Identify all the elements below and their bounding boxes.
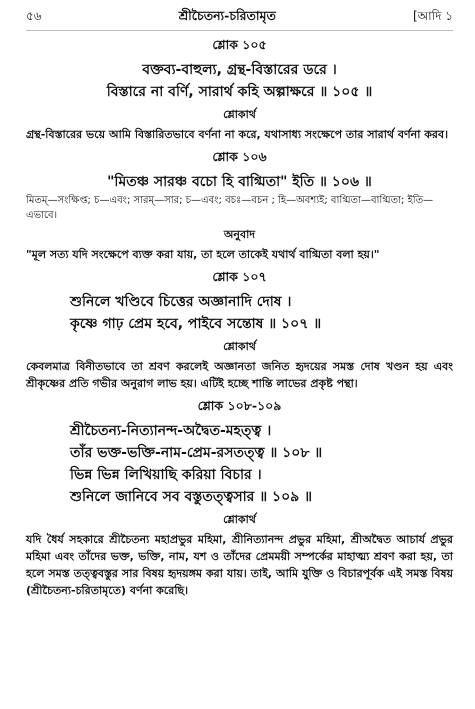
verse-heading: শ্লোক ১০৭ bbox=[212, 269, 267, 284]
translation-label: শ্লোকার্থ bbox=[223, 513, 256, 526]
verse-105 bbox=[26, 37, 453, 143]
running-title: শ্রীচৈতন্য-চরিতামৃত bbox=[178, 8, 276, 23]
verse-line: তাঁর ভক্ত-ভক্তি-নাম-প্রেম-রসতত্ত্ব ॥ ১০৮ ॥ bbox=[70, 445, 323, 461]
verse-line: শ্রীচৈতন্য-নিত্যানন্দ-অদ্বৈত-মহত্ত্ব । bbox=[70, 423, 272, 439]
translation-label: শ্লোকার্থ bbox=[223, 340, 256, 353]
verse-106 bbox=[26, 149, 453, 263]
verse-line: কৃষ্ণে গাঢ় প্রেম হবে, পাইবে সন্তোষ ॥ ১০৭ ॥ bbox=[70, 316, 322, 332]
verse-107 bbox=[26, 269, 453, 392]
page-header bbox=[26, 8, 453, 31]
verse-heading: শ্লোক ১০৮-১০৯ bbox=[197, 398, 282, 413]
verse-line: বক্তব্য-বাহুল্য, গ্রন্থ-বিস্তারের ডরে । bbox=[142, 62, 337, 78]
verse-line: ভিন্ন ভিন্ন লিখিয়াছি করিয়া বিচার । bbox=[70, 467, 262, 483]
translation-label: অনুবাদ bbox=[223, 228, 256, 241]
verse-line: "মিতঞ্চ সারঞ্চ বচো হি বাগ্মিতা" ইতি ॥ ১০৬ ॥ bbox=[107, 174, 372, 190]
translation-text: "মূল সত্য যদি সংক্ষেপে ব্যক্ত করা যায়, তা হলে তাকেই যথার্থ বাগ্মিতা বলা হয়।" bbox=[26, 248, 380, 261]
translation-text: কেবলমাত্র বিনীতভাবে তা শ্রবণ করলেই অজ্ঞানতা জনিত হৃদয়ের সমস্ত দোষ খণ্ডন হয় এবং শ্রীকৃষ্ণের প্রতি গভীর অনুরাগ লাভ হয়। এটিই হচ্ছে শান্তি লাভের প্রকৃষ্ট পন্থা। bbox=[26, 360, 453, 390]
verse-108-109 bbox=[26, 398, 453, 599]
verse-heading: শ্লোক ১০৫ bbox=[212, 37, 267, 52]
verse-line: শুনিলে জানিবে সব বস্তুতত্ত্বসার ॥ ১০৯ ॥ bbox=[70, 489, 313, 505]
translation-text: গ্রন্থ-বিস্তারের ভয়ে আমি বিস্তারিতভাবে বর্ণনা না করে, যথাসাধ্য সংক্ষেপে তার সারার্থ বর্ণনা করব। bbox=[26, 128, 449, 141]
translation-label: শ্লোকার্থ bbox=[223, 108, 256, 121]
page-number: ৫৬ bbox=[26, 9, 42, 23]
section-marker: [আদি ১ bbox=[412, 9, 453, 23]
translation-text: যদি ধৈর্য সহকারে শ্রীচৈতন্য মহাপ্রভুর মহিমা, শ্রীনিত্যানন্দ প্রভুর মহিমা, শ্রীঅদ্বৈত আচার্য প্রভুর মহিমা এবং তাঁদের ভক্ত, ভক্তি, নাম, যশ ও তাঁদের প্রেমময়ী সম্পর্কের মাহাত্ম্য শ্রবণ করা হয়, তা হলে সমস্ত তত্ত্ববস্তুর সার বিষয় হৃদয়ঙ্গম করা যায়। তাই, আমি যুক্তি ও বিচারপূর্বক এই সমস্ত বিষয় (শ্রীচৈতন্য-চরিতামৃতে) বর্ণনা করেছি। bbox=[26, 533, 453, 597]
verse-line: বিস্তারে না বর্ণি, সারার্থ কহি অল্পাক্ষরে ॥ ১০৫ ॥ bbox=[106, 84, 373, 100]
verse-line: শুনিলে খণ্ডিবে চিত্তের অজ্ঞানাদি দোষ । bbox=[70, 294, 292, 310]
verse-heading: শ্লোক ১০৬ bbox=[212, 149, 267, 164]
word-synonyms: মিতম্—সংক্ষিপ্ত; চ—এবং; সারম্—সার; চ—এবং; বচঃ—বচন ; হি—অবশ্যই; বাগ্মিতা—বাগ্মিতা; ইতি—এভাবে। bbox=[26, 195, 434, 221]
